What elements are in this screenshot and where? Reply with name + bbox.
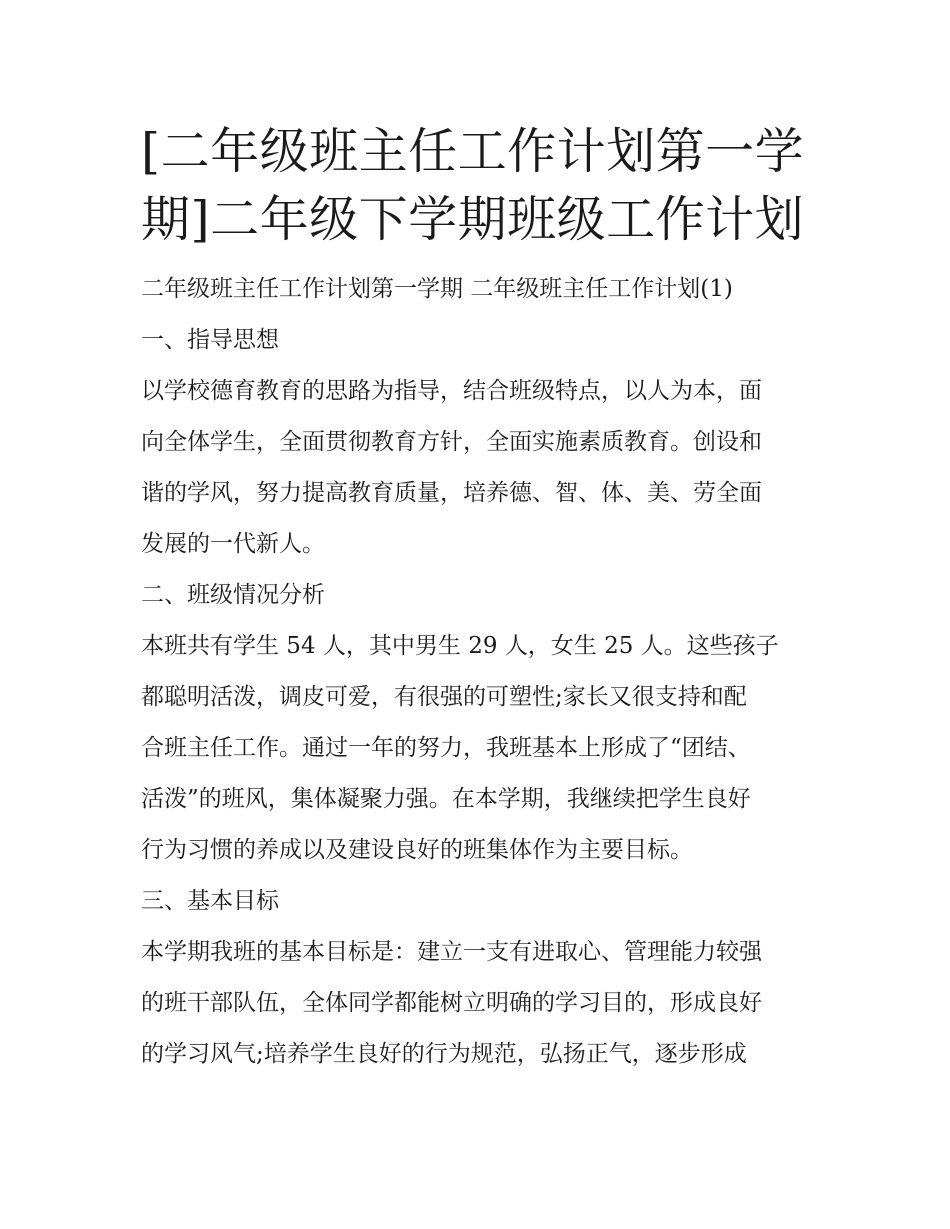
body-line: 合班主任工作。通过一年的努力，我班基本上形成了“团结、: [141, 735, 751, 761]
section-heading-guiding-ideology: 一、指导思想: [141, 327, 279, 353]
body-line: 本班共有学生 54 人，其中男生 29 人，女生 25 人。这些孩子: [141, 633, 779, 659]
document-title: [141, 118, 813, 254]
body-line: 都聪明活泼，调皮可爱，有很强的可塑性;家长又很支持和配: [141, 684, 747, 710]
body-line: 行为习惯的养成以及建设良好的班集体作为主要目标。: [141, 837, 693, 863]
subtitle-line: 二年级班主任工作计划第一学期 二年级班主任工作计划(1): [141, 276, 733, 302]
section-heading-class-analysis: 二、班级情况分析: [141, 582, 325, 608]
body-line: 谐的学风，努力提高教育质量，培养德、智、体、美、劳全面: [141, 480, 762, 506]
document-page: [141, 118, 813, 1080]
body-line: 的班干部队伍，全体同学都能树立明确的学习目的，形成良好: [141, 990, 762, 1016]
body-line: 本学期我班的基本目标是：建立一支有进取心、管理能力较强: [141, 939, 762, 965]
body-line: 活泼”的班风，集体凝聚力强。在本学期，我继续把学生良好: [141, 786, 751, 812]
body-line: 发展的一代新人。: [141, 531, 325, 557]
body-line: 的学习风气;培养学生良好的行为规范，弘扬正气，逐步形成: [141, 1041, 747, 1067]
body-line: 向全体学生，全面贯彻教育方针，全面实施素质教育。创设和: [141, 429, 762, 455]
title-line-1: [二年级班主任工作计划第一学: [141, 123, 805, 180]
document-body: [141, 264, 813, 1080]
body-line: 以学校德育教育的思路为指导，结合班级特点，以人为本，面: [141, 378, 762, 404]
title-line-2: 期]二年级下学期班级工作计划: [141, 191, 805, 248]
section-heading-basic-goals: 三、基本目标: [141, 888, 279, 914]
